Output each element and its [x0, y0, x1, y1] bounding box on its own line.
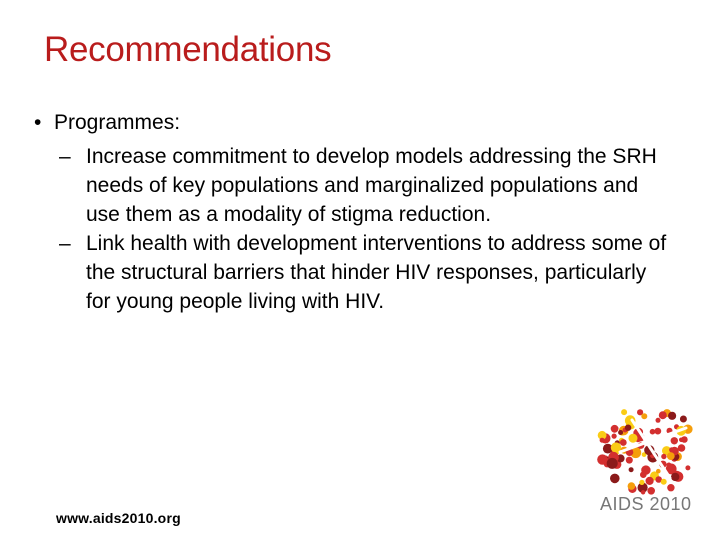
- logo-dot: [656, 418, 661, 423]
- logo-dot: [656, 469, 661, 474]
- footer-url[interactable]: www.aids2010.org: [56, 510, 181, 526]
- dash-symbol: –: [59, 145, 71, 168]
- logo-dot: [628, 482, 636, 490]
- logo-text: AIDS 2010: [600, 494, 692, 514]
- sub-item-text: Increase commitment to develop models addressing the SRH needs of key populations and marginalized populations and use them as a modality of stigma reduction.: [86, 145, 657, 226]
- logo-dot: [640, 471, 647, 478]
- logo-dot: [669, 447, 674, 452]
- logo-dot: [607, 458, 618, 469]
- sub-item-text: Link health with development interventions to address some of the structural barriers that hinder HIV responses, particularly for young people living with HIV.: [86, 232, 667, 313]
- logo-dot: [600, 438, 605, 443]
- logo-dot: [646, 477, 654, 485]
- slide-title: Recommendations: [44, 30, 332, 69]
- logo-dot: [629, 467, 634, 472]
- logo-dot: [671, 473, 679, 481]
- logo-dot: [611, 425, 619, 433]
- logo-dot: [612, 434, 617, 439]
- bullet-item: [34, 108, 674, 137]
- bullet-symbol: •: [34, 111, 42, 134]
- dash-symbol: –: [59, 232, 71, 255]
- logo-dot: [671, 437, 678, 444]
- logo-dot: [610, 474, 620, 484]
- logo-dot: [629, 434, 638, 443]
- logo-dot: [618, 430, 623, 435]
- logo-dot: [681, 436, 688, 443]
- logo-dot: [641, 413, 647, 419]
- logo-dot: [659, 411, 667, 419]
- logo-dot: [685, 465, 690, 470]
- logo-dot: [625, 425, 631, 431]
- logo-dot: [667, 484, 674, 491]
- logo-dot: [621, 409, 627, 415]
- logo-dot: [654, 428, 661, 435]
- logo-dot: [620, 439, 627, 446]
- logo-dot: [661, 479, 667, 485]
- logo-dot: [668, 412, 676, 420]
- logo-dot: [626, 457, 633, 464]
- sub-list: [34, 142, 674, 316]
- sub-item: [34, 229, 674, 316]
- slide-content: [34, 108, 674, 316]
- logo-dot: [661, 454, 666, 459]
- sub-item: [34, 142, 674, 229]
- logo-dot: [666, 463, 671, 468]
- bullet-label: Programmes:: [54, 111, 181, 134]
- logo-dot: [639, 480, 644, 485]
- logo-dot: [667, 452, 675, 460]
- logo-dot: [680, 416, 687, 423]
- logo-dot: [678, 444, 686, 452]
